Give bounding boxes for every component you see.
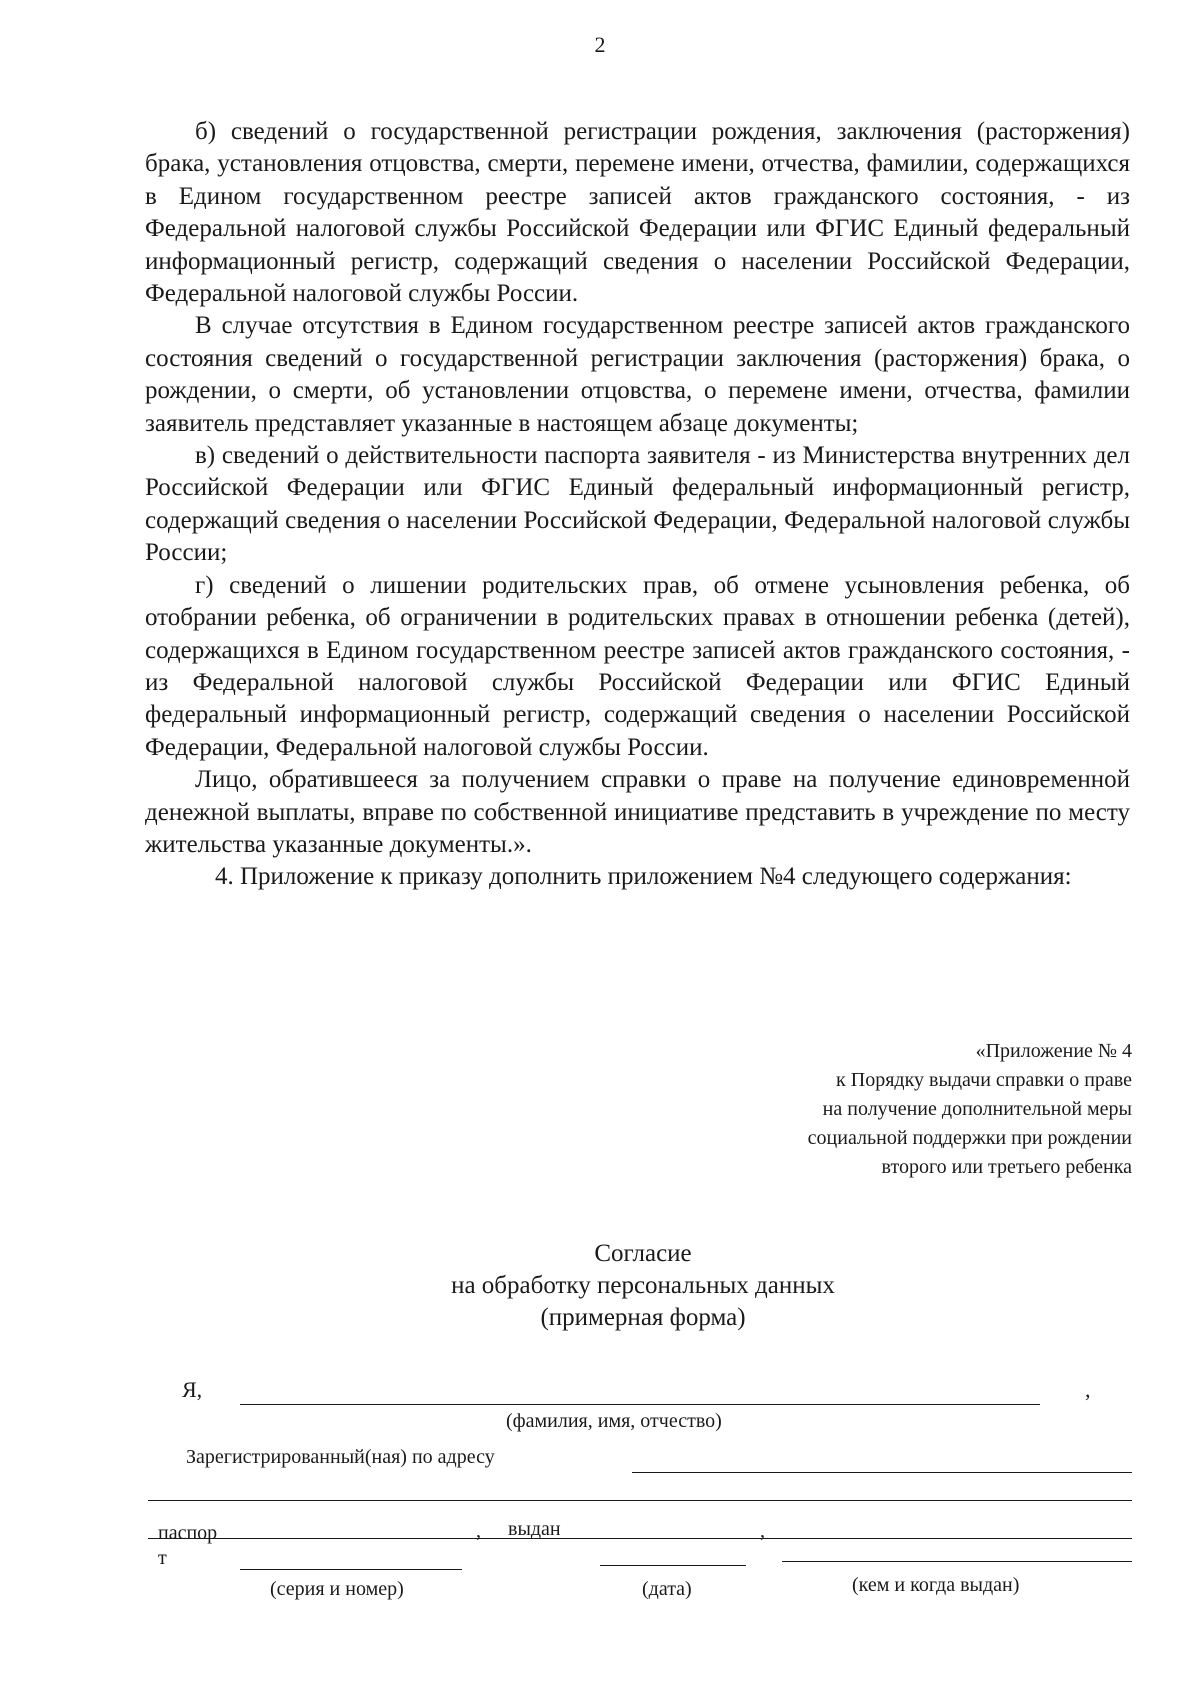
passport-label-end: т [158, 1547, 167, 1569]
document-body [145, 116, 1130, 894]
title-line: на обработку персональных данных [451, 1272, 835, 1299]
title-line: Согласие [594, 1240, 692, 1267]
fio-trailing-comma: , [1085, 1377, 1091, 1402]
paragraph-g: г) сведений о лишении родительских прав, об отмене усыновления ребенка, об отобрании ребенка, об ограничении в родительских правах в отношении ребенка (детей), содержащихся в Едином государственном реестре записей актов гражданского состояния, - из Федеральной налоговой службы Российской Федерации или ФГИС Единый федеральный информационный регистр, содержащий сведения о населении Российской Федерации, Федеральной налоговой службы России. [145, 571, 1130, 761]
issuer-hint: (кем и когда выдан) [852, 1574, 1020, 1596]
address-label: Зарегистрированный(ная) по адресу [186, 1446, 495, 1468]
series-number-hint: (серия и номер) [270, 1578, 404, 1600]
page-number: 2 [594, 32, 606, 57]
address-field-line-3[interactable] [148, 1538, 1132, 1539]
paragraph-applicant-right: Лицо, обратившееся за получением справки о праве на получение единовременной денежной выплаты, вправе по собственной инициативе представить в учреждение по месту жительства указанные документы.». [145, 766, 1130, 858]
issued-label: выдан [508, 1518, 561, 1540]
paragraph-v: в) сведений о действительности паспорта заявителя - из Министерства внутренних дел Российской Федерации или ФГИС Единый федеральный информационный регистр, содержащий сведения о населении Российской Федерации, Федеральной налоговой службы России; [145, 442, 1130, 567]
passport-comma: , [476, 1520, 481, 1542]
series-number-line[interactable] [240, 1569, 462, 1570]
annex-line: на получение дополнительной меры [822, 1098, 1132, 1120]
passport-label: паспор [158, 1522, 218, 1544]
date-line[interactable] [600, 1565, 746, 1566]
fio-hint: (фамилия, имя, отчество) [506, 1410, 722, 1432]
issued-comma: , [760, 1520, 765, 1542]
annex-header [808, 1037, 1132, 1182]
date-hint: (дата) [642, 1578, 692, 1600]
address-field-line[interactable] [632, 1472, 1132, 1473]
paragraph-absence-of-records: В случае отсутствия в Едином государственном реестре записей актов гражданского состояния сведений о государственной регистрации заключения (расторжения) брака, о рождении, о смерти, об установлении отцовства, о перемене имени, отчества, фамилии заявитель представляет указанные в настоящем абзаце документы; [145, 312, 1130, 437]
title-line: (примерная форма) [540, 1304, 746, 1331]
issuer-line[interactable] [782, 1561, 1132, 1562]
annex-line: второго или третьего ребенка [881, 1156, 1132, 1178]
annex-line: «Приложение № 4 [975, 1040, 1132, 1062]
form-title [0, 1238, 1200, 1334]
annex-line: к Порядку выдачи справки о праве [836, 1069, 1132, 1091]
paragraph-item-4: 4. Приложение к приказу дополнить приложением №4 следующего содержания: [215, 863, 1072, 891]
address-field-line-2[interactable] [148, 1500, 1132, 1501]
i-label: Я, [182, 1377, 203, 1402]
paragraph-b: б) сведений о государственной регистрации рождения, заключения (расторжения) брака, установления отцовства, смерти, перемене имени, отчества, фамилии, содержащихся в Едином государственном реестре записей актов гражданского состояния, - из Федеральной налоговой службы Российской Федерации или ФГИС Единый федеральный информационный регистр, содержащий сведения о населении Российской Федерации, Федеральной налоговой службы России. [145, 118, 1130, 308]
annex-line: социальной поддержки при рождении [807, 1127, 1132, 1149]
fio-field-line[interactable] [240, 1404, 1040, 1405]
